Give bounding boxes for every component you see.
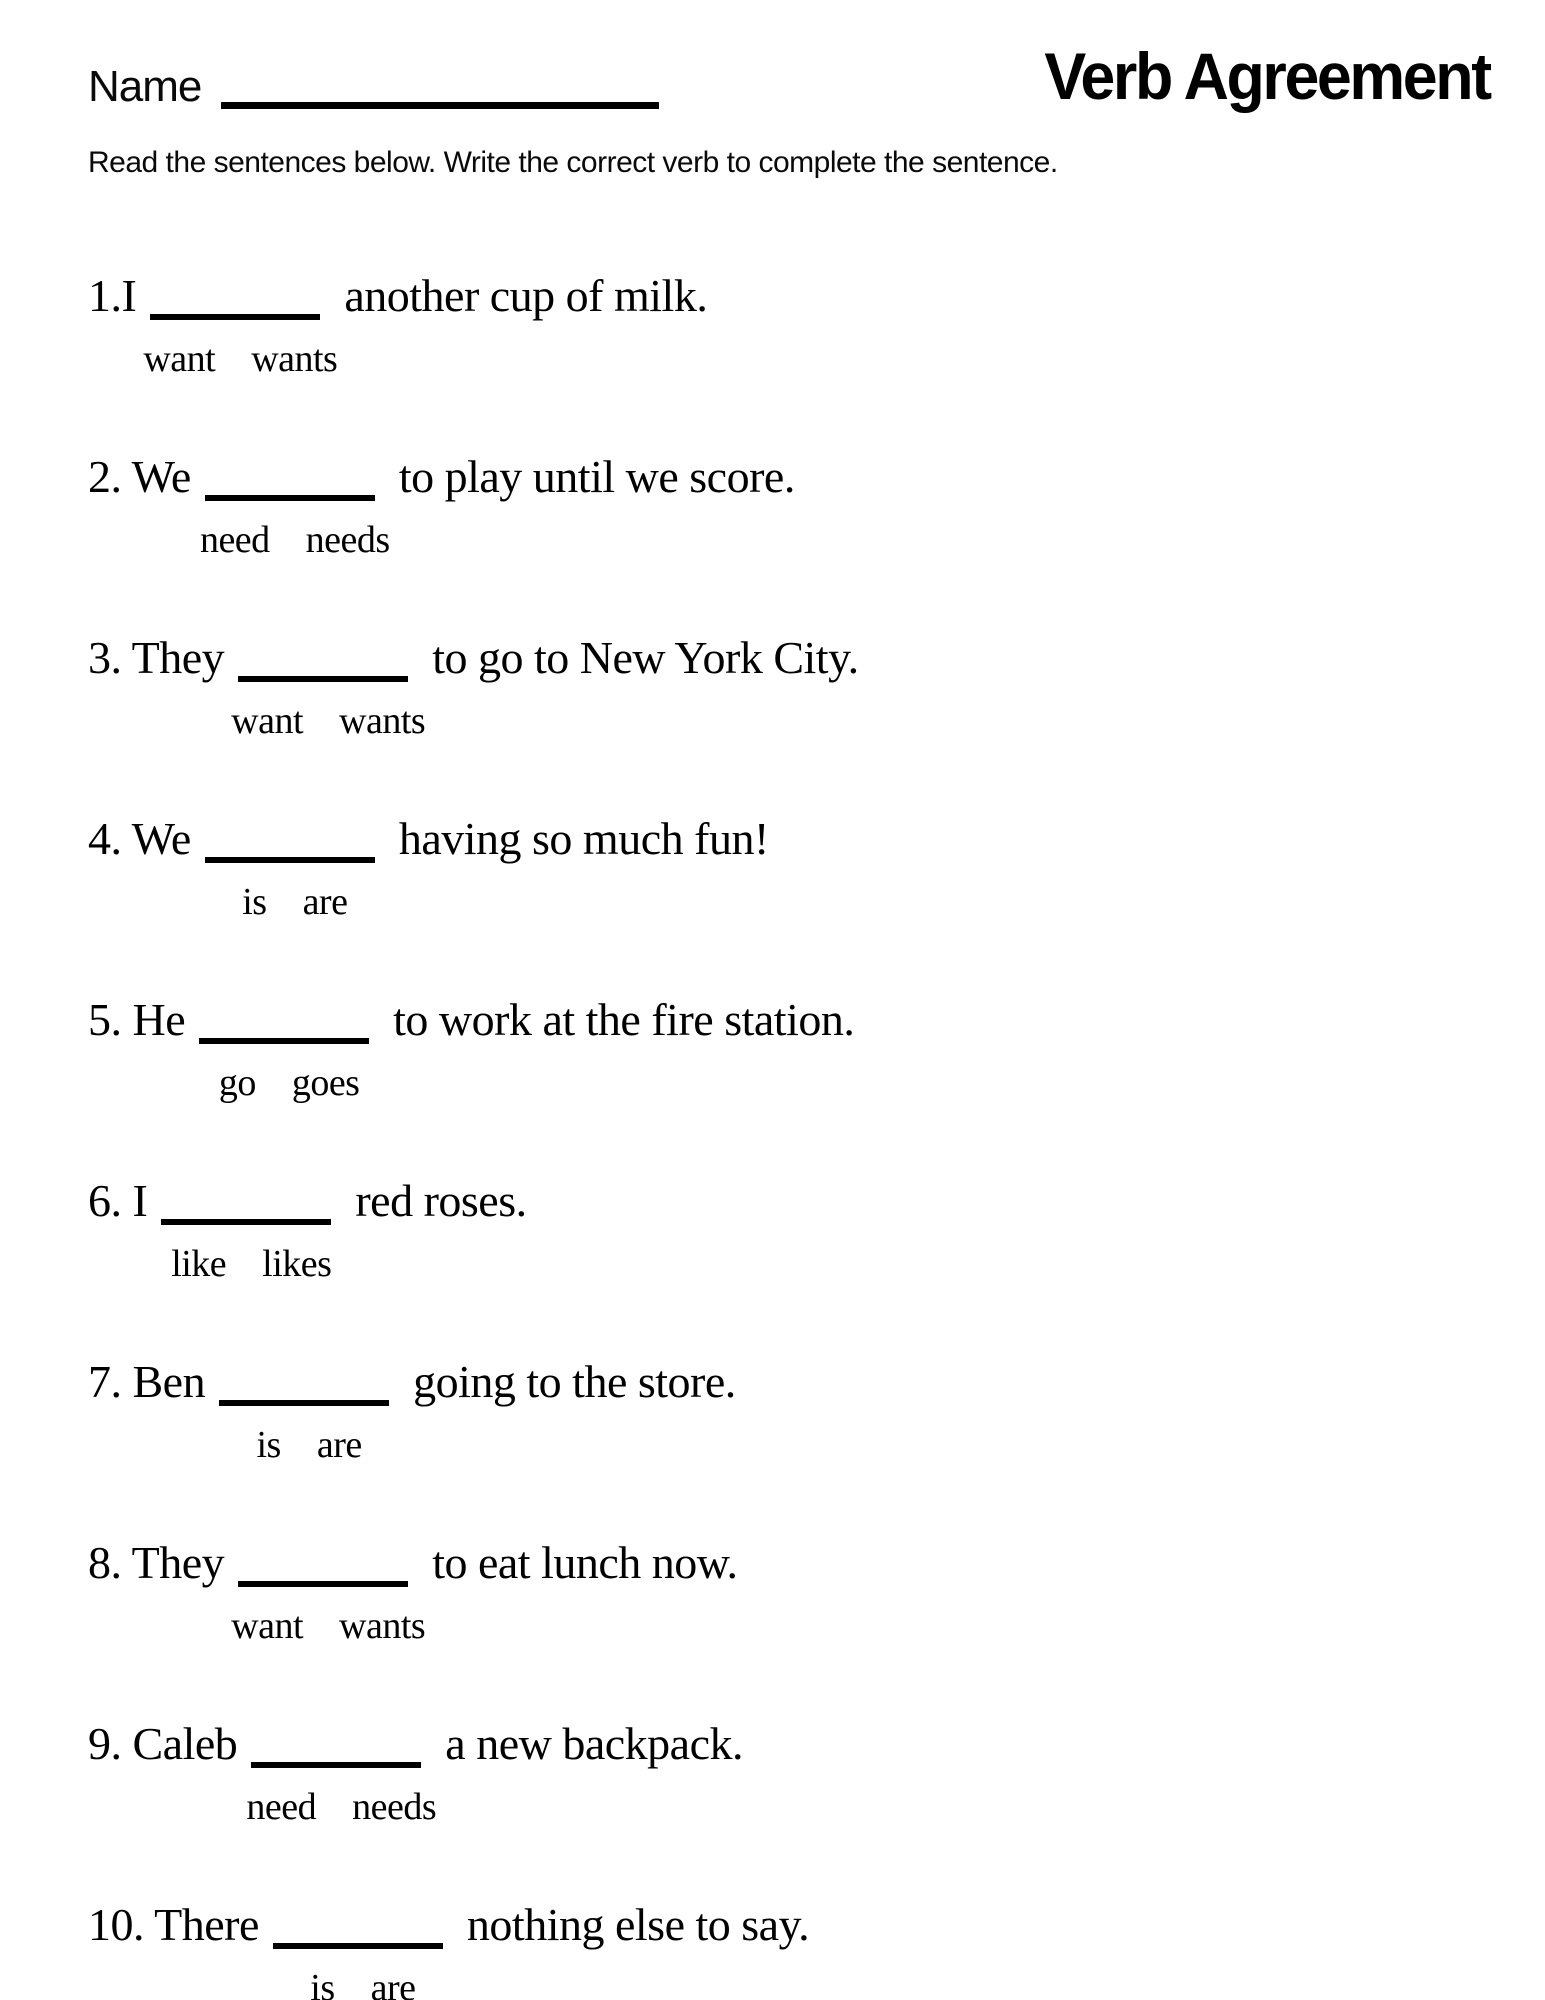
sentence-lead: 8. They <box>88 1537 225 1588</box>
verb-options <box>191 516 399 564</box>
sentence-tail: to play until we score. <box>398 451 795 502</box>
answer-blank[interactable] <box>238 1553 408 1587</box>
sentence-line <box>88 1354 1490 1410</box>
verb-option: are <box>302 881 348 923</box>
sentence-tail: nothing else to say. <box>466 1899 810 1950</box>
worksheet-items <box>88 268 1490 2000</box>
verb-option: go <box>218 1062 256 1104</box>
sentence-lead: 7. Ben <box>88 1356 206 1407</box>
verb-option: need <box>246 1786 317 1828</box>
verb-options <box>185 1059 393 1107</box>
name-label: Name <box>88 62 202 111</box>
verb-option: are <box>370 1967 416 2000</box>
sentence-line <box>88 992 1490 1048</box>
sentence-lead: 1.I <box>88 270 137 321</box>
verb-option: want <box>143 338 216 380</box>
verb-option: are <box>316 1424 362 1466</box>
name-fill-line[interactable] <box>221 79 659 109</box>
verb-option: needs <box>305 519 390 561</box>
options-row <box>88 694 1490 753</box>
verb-options <box>205 1421 413 1469</box>
verb-options <box>191 878 399 926</box>
verb-option: is <box>242 881 267 923</box>
name-row <box>88 62 659 112</box>
verb-option: want <box>231 700 304 742</box>
verb-option: likes <box>262 1243 332 1285</box>
worksheet-item-7 <box>88 1354 1490 1477</box>
sentence-tail: to eat lunch now. <box>432 1537 738 1588</box>
header <box>88 39 1490 113</box>
verb-options <box>224 1602 432 1650</box>
options-row <box>88 1056 1490 1115</box>
verb-option: wants <box>251 338 338 380</box>
worksheet-item-10 <box>88 1897 1490 2000</box>
verb-option: want <box>231 1605 304 1647</box>
options-row <box>88 875 1490 934</box>
verb-options <box>237 1783 445 1831</box>
sentence-tail: another cup of milk. <box>344 270 708 321</box>
worksheet-item-2 <box>88 449 1490 572</box>
worksheet-item-5 <box>88 992 1490 1115</box>
sentence-lead: 2. We <box>88 451 191 502</box>
sentence-line <box>88 1897 1490 1953</box>
verb-options <box>259 1964 467 2000</box>
options-row <box>88 1780 1490 1839</box>
worksheet-item-4 <box>88 811 1490 934</box>
sentence-tail: to go to New York City. <box>432 632 859 683</box>
answer-blank[interactable] <box>205 829 375 863</box>
sentence-line <box>88 1173 1490 1229</box>
answer-blank[interactable] <box>150 286 320 320</box>
answer-blank[interactable] <box>219 1372 389 1406</box>
worksheet-item-8 <box>88 1535 1490 1658</box>
verb-option: is <box>310 1967 335 2000</box>
sentence-line <box>88 630 1490 686</box>
verb-option: is <box>256 1424 281 1466</box>
options-row <box>88 1418 1490 1477</box>
answer-blank[interactable] <box>251 1734 421 1768</box>
instructions: Read the sentences below. Write the correct verb to complete the sentence. <box>88 146 1058 179</box>
sentence-tail: having so much fun! <box>398 813 769 864</box>
verb-options <box>224 697 432 745</box>
worksheet-item-6 <box>88 1173 1490 1296</box>
options-row <box>88 1599 1490 1658</box>
verb-option: need <box>199 519 270 561</box>
sentence-line <box>88 1716 1490 1772</box>
verb-option: wants <box>339 1605 426 1647</box>
answer-blank[interactable] <box>199 1010 369 1044</box>
verb-options <box>136 335 344 383</box>
answer-blank[interactable] <box>238 648 408 682</box>
sentence-line <box>88 1535 1490 1591</box>
answer-blank[interactable] <box>273 1915 443 1949</box>
worksheet-item-9 <box>88 1716 1490 1839</box>
sentence-tail: a new backpack. <box>445 1718 744 1769</box>
sentence-tail: to work at the fire station. <box>393 994 855 1045</box>
sentence-tail: red roses. <box>355 1175 527 1226</box>
answer-blank[interactable] <box>205 467 375 501</box>
sentence-lead: 6. I <box>88 1175 148 1226</box>
verb-option: needs <box>352 1786 437 1828</box>
sentence-lead: 9. Caleb <box>88 1718 238 1769</box>
verb-options <box>147 1240 355 1288</box>
options-row <box>88 332 1490 391</box>
answer-blank[interactable] <box>161 1191 331 1225</box>
options-row <box>88 513 1490 572</box>
sentence-line <box>88 268 1490 324</box>
sentence-lead: 3. They <box>88 632 225 683</box>
worksheet-item-3 <box>88 630 1490 753</box>
sentence-lead: 4. We <box>88 813 191 864</box>
sentence-line <box>88 449 1490 505</box>
verb-option: wants <box>339 700 426 742</box>
options-row <box>88 1237 1490 1296</box>
worksheet-item-1 <box>88 268 1490 391</box>
verb-option: like <box>171 1243 227 1285</box>
sentence-line <box>88 811 1490 867</box>
verb-option: goes <box>291 1062 360 1104</box>
sentence-lead: 10. There <box>88 1899 259 1950</box>
options-row <box>88 1961 1490 2000</box>
page-title: Verb Agreement <box>1044 39 1490 113</box>
sentence-lead: 5. He <box>88 994 186 1045</box>
sentence-tail: going to the store. <box>413 1356 736 1407</box>
